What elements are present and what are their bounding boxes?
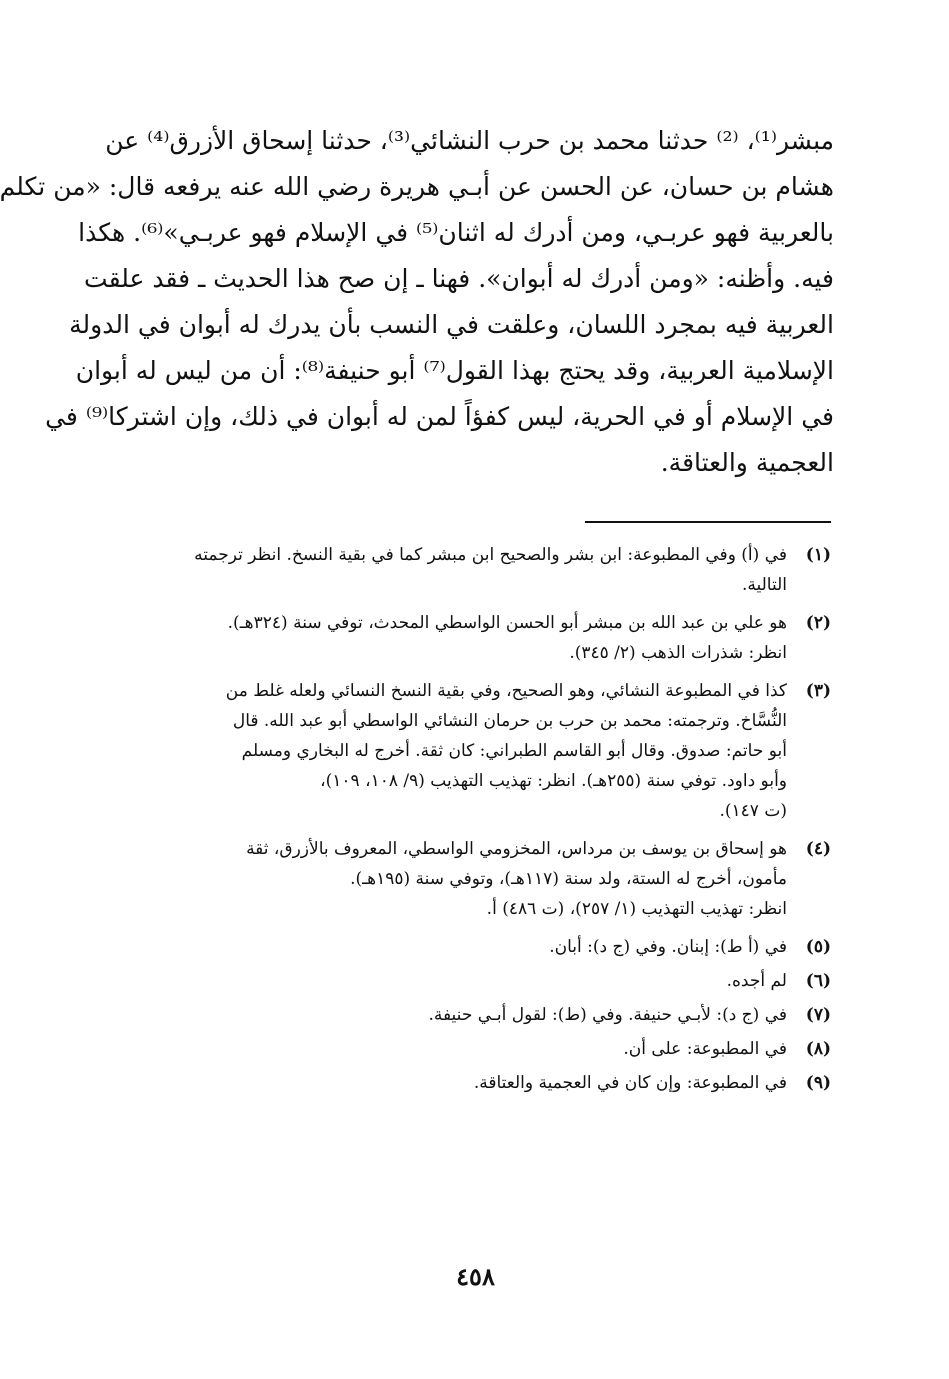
footnote-9 bbox=[121, 1068, 831, 1098]
footnote-line: التالية. bbox=[741, 575, 787, 595]
footnote-3 bbox=[121, 676, 831, 826]
footnote-line: هو إسحاق بن يوسف بن مرداس، المخزومي الواسطي، المعروف بالأزرق، ثقة bbox=[246, 839, 787, 859]
footnote-number: (٦) bbox=[805, 971, 831, 991]
footnote-number: (٤) bbox=[805, 839, 831, 859]
footnote-text bbox=[121, 1000, 787, 1030]
footnote-8 bbox=[121, 1034, 831, 1064]
footnote-line: هو علي بن عبد الله بن مبشر أبو الحسن الواسطي المحدث، توفي سنة (٣٢٤هـ). bbox=[227, 613, 787, 633]
main-text-line: الإسلامية العربية، وقد يحتج بهذا القول⁽⁷⁾ أبو حنيفة⁽⁸⁾: أن من ليس له أبوان bbox=[75, 356, 834, 385]
footnote-line: مأمون، أخرج له الستة، ولد سنة (١١٧هـ)، وتوفي سنة (١٩٥هـ). bbox=[350, 869, 787, 889]
footnote-line: في (أ) وفي المطبوعة: ابن بشر والصحيح ابن مبشر كما في بقية النسخ. انظر ترجمته bbox=[194, 545, 787, 565]
footnote-text bbox=[121, 676, 787, 826]
footnote-text bbox=[121, 540, 787, 600]
footnote-2 bbox=[121, 608, 831, 668]
footnote-line: في المطبوعة: وإن كان في العجمية والعتاقة. bbox=[473, 1073, 787, 1093]
footnote-number: (٨) bbox=[805, 1039, 831, 1059]
footnote-4 bbox=[121, 834, 831, 924]
footnote-1 bbox=[121, 540, 831, 600]
footnote-6 bbox=[121, 966, 831, 996]
footnote-line: انظر: تهذيب التهذيب (١/ ٢٥٧)، (ت ٤٨٦) أ. bbox=[486, 899, 787, 919]
main-text-block bbox=[0, 118, 834, 486]
footnote-line: النُّسَّاخ. وترجمته: محمد بن حرب بن حرمان النشائي الواسطي أبو عبد الله. قال bbox=[232, 711, 787, 731]
page-number: ٤٥٨ bbox=[456, 1262, 495, 1291]
footnote-number: (٢) bbox=[805, 613, 831, 633]
main-text-line: بالعربية فهو عربـي، ومن أدرك له اثنان⁽⁵⁾ في الإسلام فهو عربـي»⁽⁶⁾. هكذا bbox=[78, 218, 834, 247]
footnote-text bbox=[121, 608, 787, 668]
footnote-number: (١) bbox=[805, 545, 831, 565]
footnote-separator-rule bbox=[585, 521, 831, 523]
main-text-line: العربية فيه بمجرد اللسان، وعلقت في النسب بأن يدرك له أبوان في الدولة bbox=[69, 310, 834, 339]
footnote-text bbox=[121, 966, 787, 996]
footnote-text bbox=[121, 1068, 787, 1098]
footnote-line: انظر: شذرات الذهب (٢/ ٣٤٥). bbox=[569, 643, 787, 663]
footnote-line: كذا في المطبوعة النشائي، وهو الصحيح، وفي بقية النسخ النسائي ولعله غلط من bbox=[225, 681, 787, 701]
main-text-line: في الإسلام أو في الحرية، ليس كفؤاً لمن له أبوان في ذلك، وإن اشتركا⁽⁹⁾ في bbox=[45, 402, 834, 431]
footnote-line: في (أ ط): إبنان. وفي (ج د): أبان. bbox=[549, 937, 787, 957]
footnote-number: (٩) bbox=[805, 1073, 831, 1093]
footnote-line: لم أجده. bbox=[726, 971, 787, 991]
footnote-text bbox=[121, 834, 787, 924]
footnote-line: أبو حاتم: صدوق. وقال أبو القاسم الطبراني: كان ثقة. أخرج له البخاري ومسلم bbox=[241, 741, 787, 761]
main-text-line: فيه. وأظنه: «ومن أدرك له أبوان». فهنا ـ إن صح هذا الحديث ـ فقد علقت bbox=[84, 264, 834, 293]
footnote-text bbox=[121, 1034, 787, 1064]
footnote-number: (٥) bbox=[805, 937, 831, 957]
footnote-line: (ت ١٤٧). bbox=[719, 801, 787, 821]
footnote-text bbox=[121, 932, 787, 962]
footnote-7 bbox=[121, 1000, 831, 1030]
main-text-line: مبشر⁽¹⁾، ⁽²⁾ حدثنا محمد بن حرب النشائي⁽³⁾، حدثنا إسحاق الأزرق⁽⁴⁾ عن bbox=[105, 126, 834, 155]
footnote-line: في المطبوعة: على أن. bbox=[623, 1039, 787, 1059]
main-text-line: هشام بن حسان، عن الحسن عن أبـي هريرة رضي الله عنه يرفعه قال: «من تكلم bbox=[0, 172, 834, 201]
footnote-line: وأبو داود. توفي سنة (٢٥٥هـ). انظر: تهذيب التهذيب (٩/ ١٠٨، ١٠٩)، bbox=[320, 771, 787, 791]
footnote-5 bbox=[121, 932, 831, 962]
main-text-line: العجمية والعتاقة. bbox=[660, 448, 834, 477]
footnotes-block bbox=[121, 540, 831, 1102]
footnote-number: (٧) bbox=[805, 1005, 831, 1025]
book-page bbox=[2, 0, 949, 1379]
footnote-line: في (ج د): لأبـي حنيفة. وفي (ط): لقول أبـي حنيفة. bbox=[428, 1005, 787, 1025]
footnote-number: (٣) bbox=[805, 681, 831, 701]
